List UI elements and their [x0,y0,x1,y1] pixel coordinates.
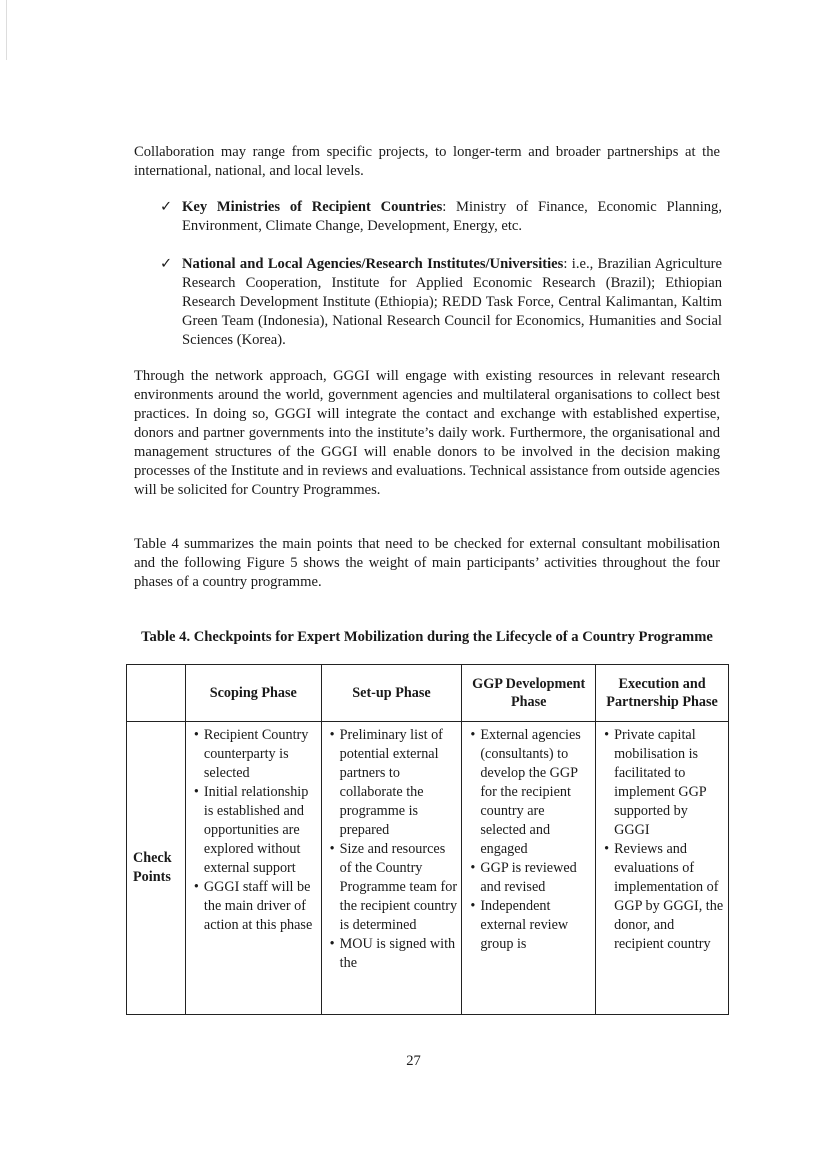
table-summary-paragraph: Table 4 summarizes the main points that need to be checked for external consultant mobilisation and the following Figure 5 shows the weight of main participants’ activities throughout the four phases of a country programme. [134,536,720,590]
table-caption: Table 4. Checkpoints for Expert Mobilization during the Lifecycle of a Country Programme [141,629,713,645]
list-item: • Recipient Country counterparty is selected [194,726,317,783]
bullet-text: : i.e., Brazilian Agriculture Research Cooperation, Institute for Applied Economic Research (Brazil); Ethiopian Research Development Institute (Ethiopia); REDD Task Force, Central Kalimantan, Kaltim Green Team (Indonesia), National Research Council for Economics, Humanities and Social Sciences (Korea). [182,256,722,348]
list-item: • MOU is signed with the [330,935,458,973]
checkmark-icon: ✓ [160,199,173,215]
checkpoints-table [126,664,729,1015]
bullet-text: : Ministry of Finance, Economic Planning, Environment, Climate Change, Development, Energy, etc. [182,199,722,234]
list-item: • External agencies (consultants) to develop the GGP for the recipient country are selected and engaged [470,726,591,859]
list-item: • GGGI staff will be the main driver of action at this phase [194,878,317,935]
list-item: • Initial relationship is established and opportunities are explored without external support [194,783,317,878]
network-approach-paragraph: Through the network approach, GGGI will engage with existing resources in relevant research environments around the world, government agencies and multilateral organisations to collect best practices. In doing so, GGGI will integrate the contact and exchange with established expertise, donors and partner governments into the institute’s daily work. Furthermore, the organisational and management structures of the GGGI will enable donors to be involved in the decision making processes of the Institute and in reviews and evaluations. Technical assistance from outside agencies will be solicited for Country Programmes. [134,368,720,498]
list-item: • Private capital mobilisation is facilitated to implement GGP supported by GGGI [604,726,724,840]
page-number: 27 [406,1053,421,1069]
list-item: • Size and resources of the Country Programme team for the recipient country is determined [330,840,458,935]
setup-cell [321,722,462,1015]
table-header-row [127,665,729,722]
ggp-development-cell [462,722,596,1015]
bullet-title: National and Local Agencies/Research Institutes/Universities [182,256,564,272]
row-label-check-points: Check Points [127,722,186,1015]
intro-paragraph: Collaboration may range from specific projects, to longer-term and broader partnerships at the international, national, and local levels. [134,144,720,179]
scan-edge-mark [6,0,7,60]
header-setup-phase: Set-up Phase [321,665,462,722]
table-row [127,722,729,1015]
list-item: • Reviews and evaluations of implementation of GGP by GGGI, the donor, and recipient country [604,840,724,954]
scoping-cell [185,722,321,1015]
header-ggp-development-phase: GGP Development Phase [462,665,596,722]
list-item: • Independent external review group is [470,897,591,954]
checkmark-icon: ✓ [160,256,173,272]
list-item: • GGP is reviewed and revised [470,859,591,897]
list-item: • Preliminary list of potential external partners to collaborate the programme is prepared [330,726,458,840]
bullet-title: Key Ministries of Recipient Countries [182,199,443,215]
header-execution-partnership-phase: Execution and Partnership Phase [596,665,729,722]
bullet-item [160,255,722,350]
bullet-item [160,198,722,236]
header-empty [127,665,186,722]
header-scoping-phase: Scoping Phase [185,665,321,722]
partner-bullet-list [160,198,722,369]
execution-partnership-cell [596,722,729,1015]
